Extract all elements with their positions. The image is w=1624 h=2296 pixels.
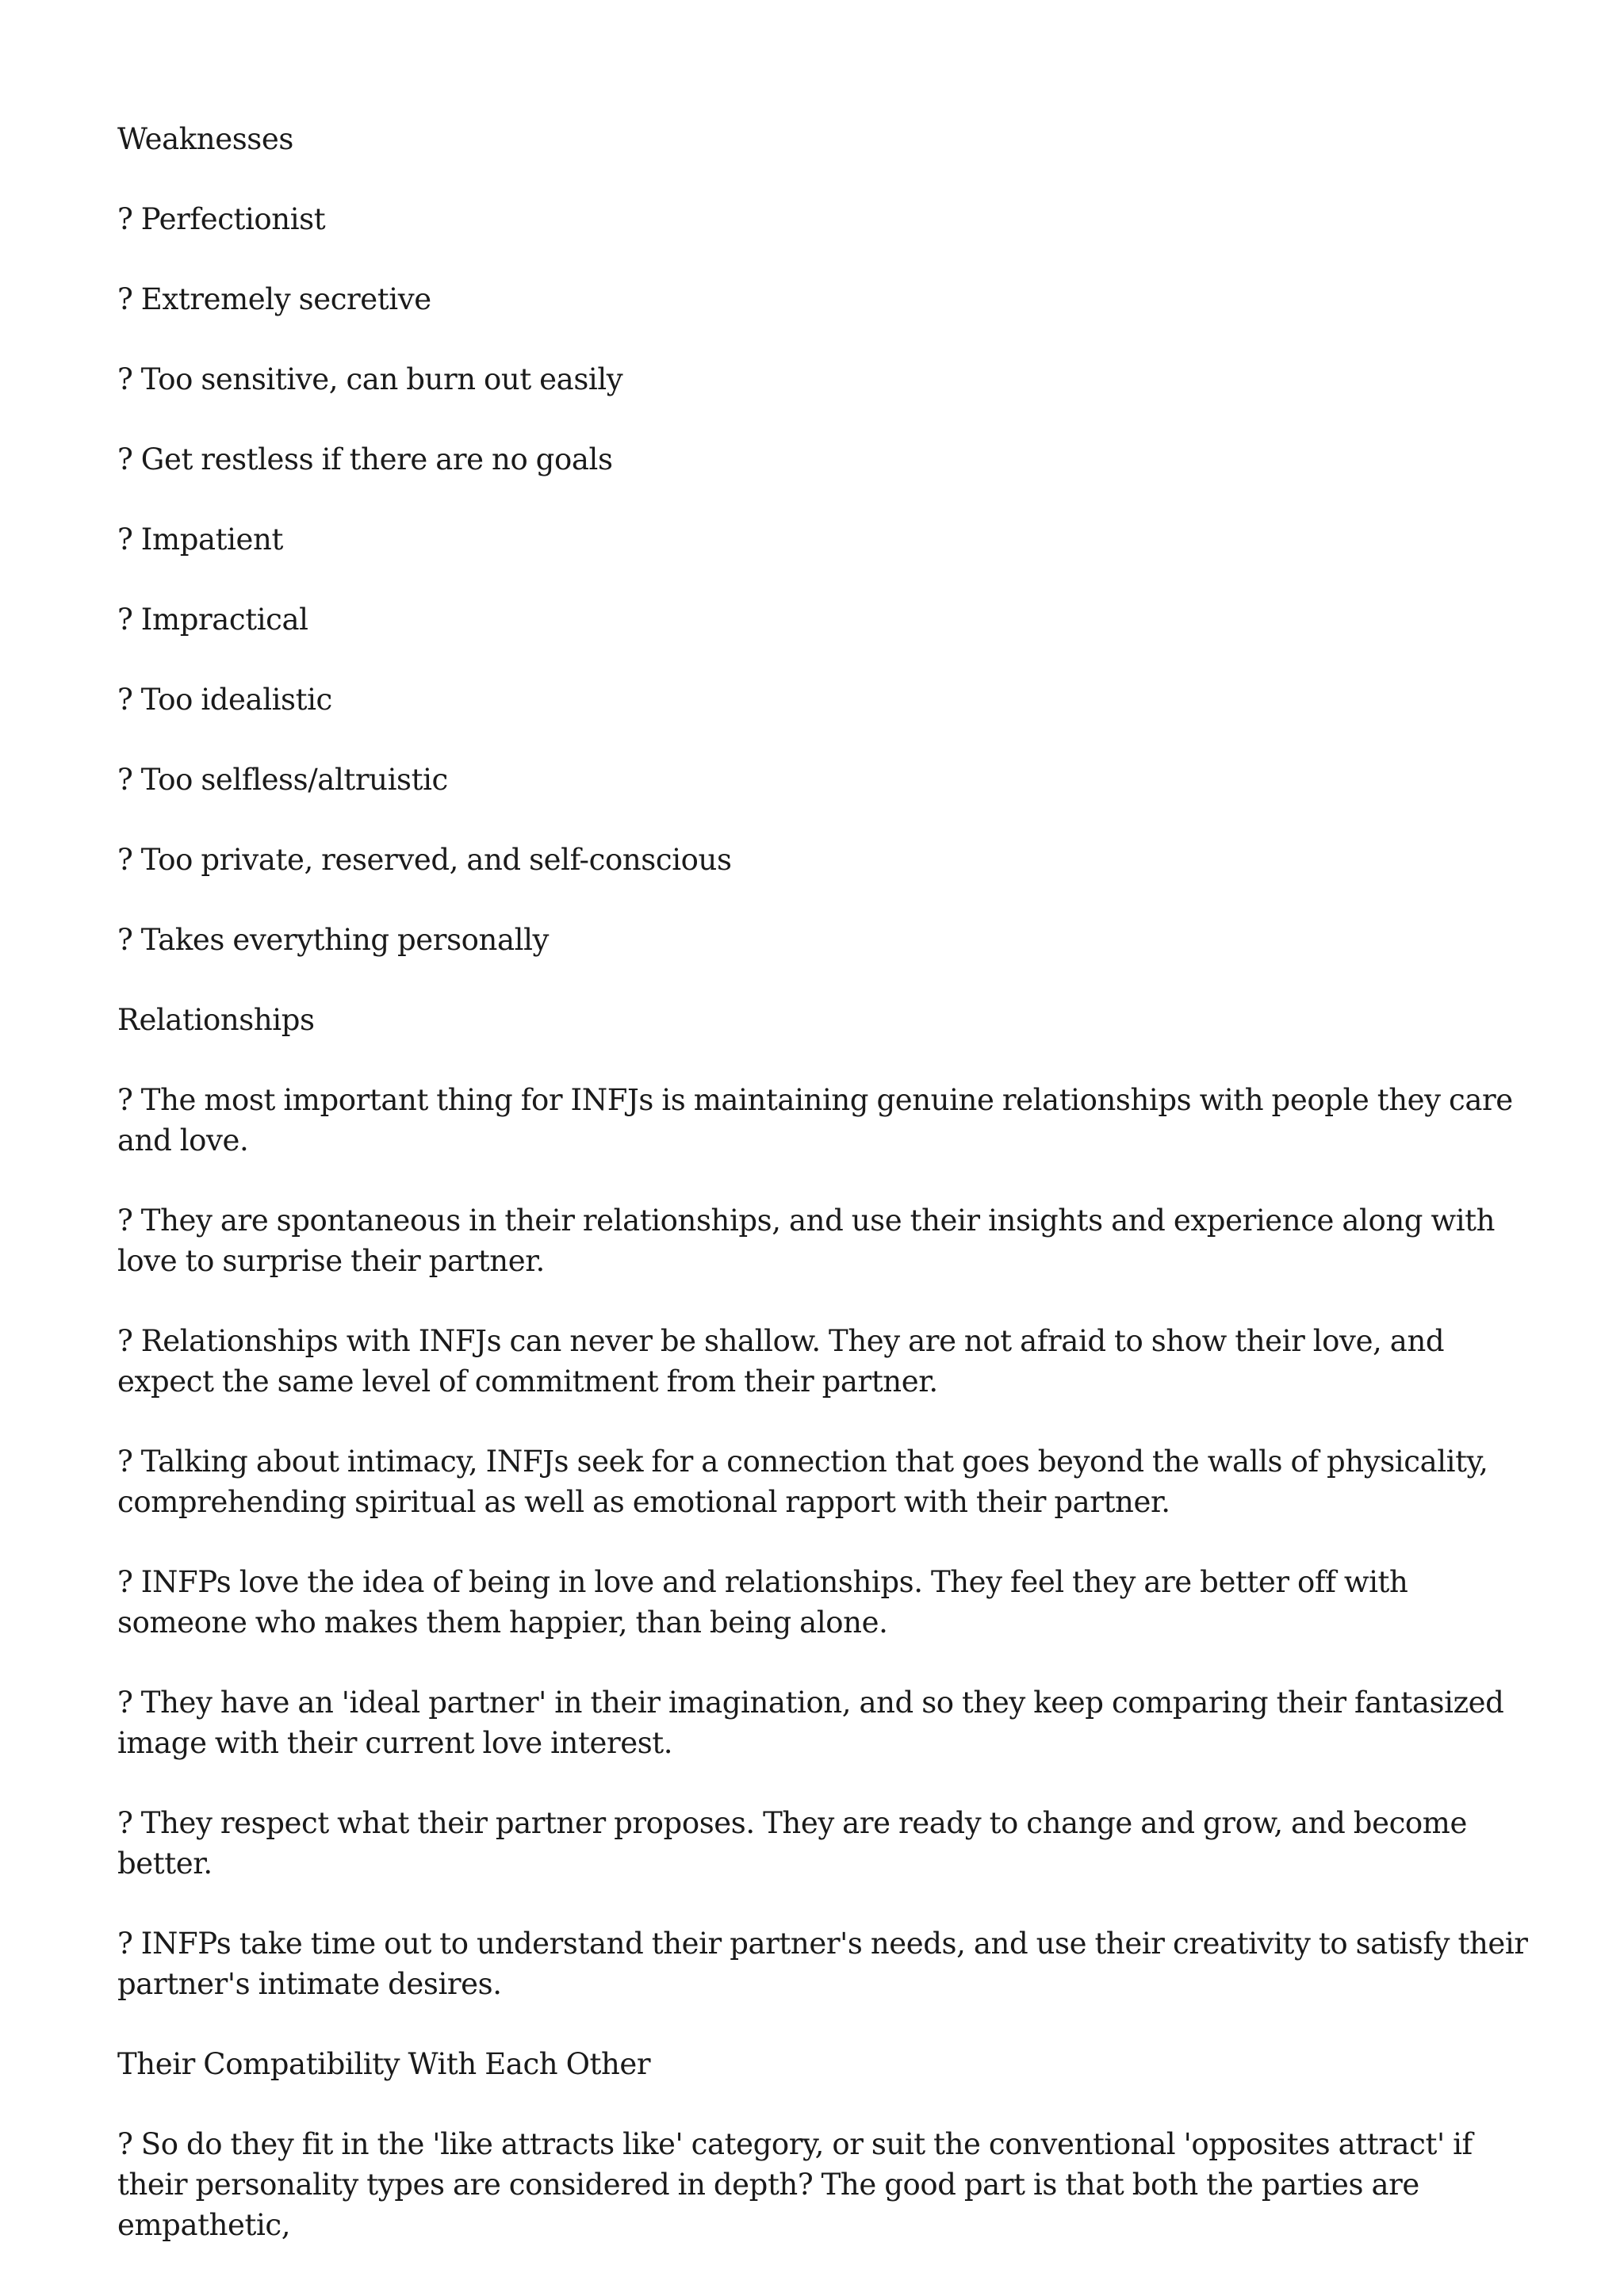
weakness-item: ? Extremely secretive: [117, 282, 431, 316]
relationship-item: ? INFPs take time out to understand their partner's needs, and use their creativity to satisfy their partner's intimate desires.: [117, 1927, 1528, 2001]
weakness-item: ? Impatient: [117, 522, 283, 557]
relationship-item: ? They have an 'ideal partner' in their imagination, and so they keep comparing their fantasized image with their current love interest.: [117, 1686, 1504, 1760]
weakness-item: ? Too selfless/altruistic: [117, 763, 448, 797]
weakness-item: ? Takes everything personally: [117, 923, 550, 957]
weakness-item: ? Impractical: [117, 603, 308, 637]
document-page: [117, 119, 1529, 2245]
section-heading-compatibility: Their Compatibility With Each Other: [117, 2047, 651, 2081]
compatibility-item: ? So do they fit in the 'like attracts like' category, or suit the conventional 'opposites attract' if their personality types are considered in depth? The good part is that both the parties are empathetic,: [117, 2127, 1473, 2242]
weakness-item: ? Get restless if there are no goals: [117, 442, 613, 476]
section-heading-relationships: Relationships: [117, 1003, 315, 1037]
relationship-item: ? Relationships with INFJs can never be shallow. They are not afraid to show their love, and expect the same level of commitment from their partner.: [117, 1324, 1445, 1399]
relationship-item: ? They are spontaneous in their relationships, and use their insights and experience along with love to surprise their partner.: [117, 1203, 1496, 1278]
section-heading-weaknesses: Weaknesses: [117, 122, 293, 156]
weakness-item: ? Too private, reserved, and self-conscious: [117, 843, 732, 877]
relationship-item: ? Talking about intimacy, INFJs seek for a connection that goes beyond the walls of physicality, comprehending spiritual as well as emotional rapport with their partner.: [117, 1445, 1488, 1519]
weakness-item: ? Perfectionist: [117, 202, 326, 236]
weakness-item: ? Too idealistic: [117, 683, 332, 717]
relationship-item: ? INFPs love the idea of being in love and relationships. They feel they are better off with someone who makes them happier, than being alone.: [117, 1565, 1408, 1640]
relationship-item: ? The most important thing for INFJs is maintaining genuine relationships with people they care and love.: [117, 1083, 1513, 1158]
weakness-item: ? Too sensitive, can burn out easily: [117, 362, 623, 396]
relationship-item: ? They respect what their partner proposes. They are ready to change and grow, and become better.: [117, 1806, 1467, 1881]
